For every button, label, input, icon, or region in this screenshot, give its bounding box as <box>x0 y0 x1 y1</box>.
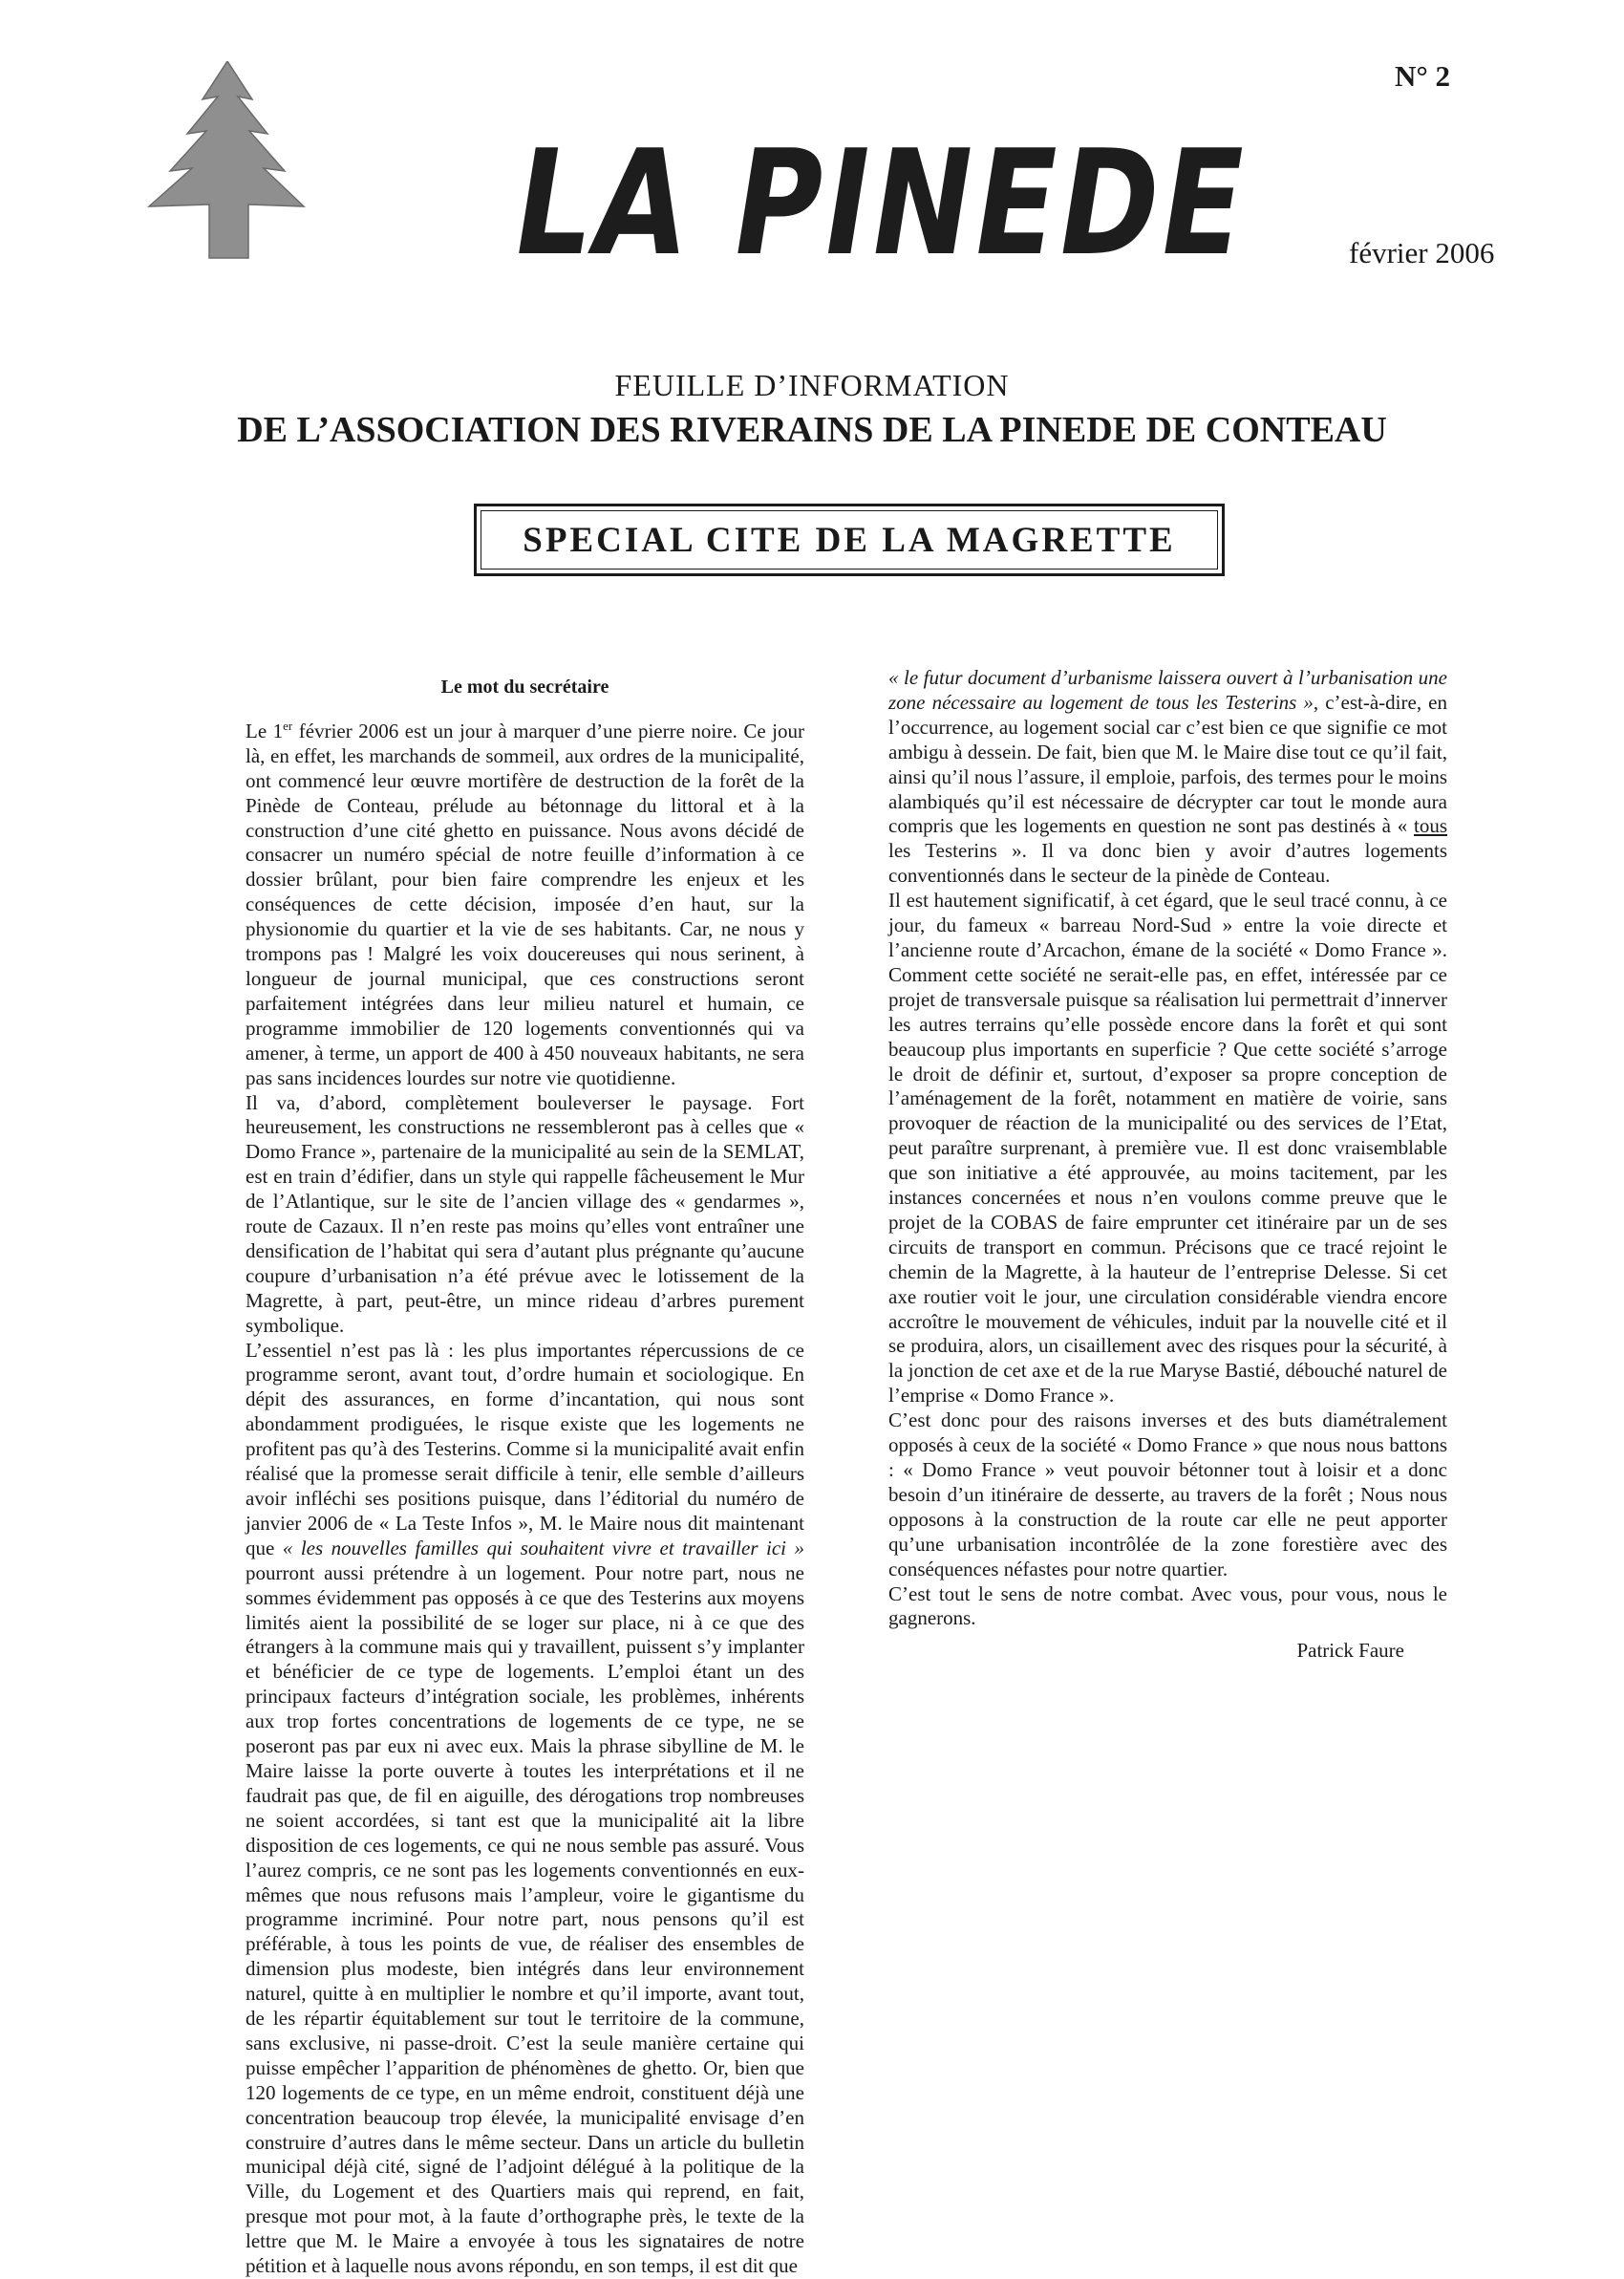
signature: Patrick Faure <box>1296 1639 1404 1663</box>
masthead-title: LA PINEDE <box>502 118 1260 288</box>
paragraph-3-continued: pourront aussi prétendre à un logement. Pour notre part, nous ne sommes évidemment pas opposés à ce que des Testerins aux moyens limités aient la possibilité de se loger sur place, ni à ce que des étrangers à la commune mais qui y travaillent, puissent s’y implanter et bénéficier de ce type de logements. L’emploi étant un des principaux facteurs d’intégration sociale, les problèmes, inhérents aux trop fortes concentrations de logements de ce type, ne se poseront pas par eux ni avec eux. Mais la phrase sibylline de M. le Maire laisse la porte ouverte à toutes les interprétations et il ne faudrait pas que, de fil en aiguille, des dérogations trop nombreuses ne soient accordées, si tant est que la municipalité ait la libre disposition de ces logements, ce qui ne nous semble pas assuré. Vous l’aurez compris, ce ne sont pas les logements conventionnés en eux-mêmes que nous refusons mais l’ampleur, voire le gigantisme du programme incriminé. Pour notre part, nous pensons qu’il est préférable, à tous les points de vue, de réaliser des ensembles de dimension plus modeste, bien intégrés dans leur environnement naturel, quitte à en multiplier le nombre et qu’il importe, avant tout, de les répartir équitablement sur tout le territoire de la commune, sans exclusive, ni passe-droit. C’est la seule manière certaine qui puisse empêcher l’apparition de phénomènes de ghetto. Or, bien que 120 logements de ce type, en un même endroit, constituent déjà une concentration beaucoup trop élevée, la municipalité envisage d’en construire d’autres dans le même secteur. Dans un article du bulletin municipal déjà cité, signé de l’adjoint délégué à la politique de la Ville, du Logement et des Quartiers mais qui reprend, en fait, presque mot pour mot, à la faute d’orthographe près, le texte de la lettre que M. le Maire a envoyée à tous les signataires de notre pétition et à laquelle nous avons répondu, en son temps, il est dit que <box>246 1560 804 2278</box>
paragraph-1: Le 1er février 2006 est un jour à marquer d’une pierre noire. Ce jour là, en effet, les marchands de sommeil, aux ordres de la municipalité, ont commencé leur œuvre mortifère de destruction de la forêt de la Pinède de Conteau, prélude au bétonnage du littoral et à la construction d’une cité ghetto en puissance. Nous avons décidé de consacrer un numéro spécial de notre feuille d’information à ce dossier brûlant, pour bien faire comprendre les enjeux et les conséquences de cette décision, imposée d’en haut, sur la physionomie du quartier et la vie de ses habitants. Car, ne nous y trompons pas ! Malgré les voix doucereuses qui nous serinent, à longueur de journal municipal, que ces constructions seront parfaitement intégrées dans leur milieu naturel et humain, ce programme immobilier de 120 logements conventionnés qui va amener, à terme, un apport de 400 à 450 nouveaux habitants, ne sera pas sans incidences lourdes sur notre vie quotidienne. <box>246 718 804 1089</box>
paragraph-6: C’est tout le sens de notre combat. Avec vous, pour vous, nous le gagnerons. <box>888 1581 1447 1630</box>
subtitle-line-2: DE L’ASSOCIATION DES RIVERAINS DE LA PINEDE DE CONTEAU <box>237 410 1387 450</box>
paragraph-3-part-2: « le futur document d’urbanisme laissera ouvert à l’urbanisation une zone nécessaire au logement de tous les Testerins », c’est-à-dire, en l’occurrence, au logement social car c’est bien ce que signifie ce mot ambigu à dessein. De fait, bien que M. le Maire dise tout ce qu’il fait, ainsi qu’il nous l’assure, il emploie, parfois, des termes pour le moins alambiqués qu’il est nécessaire de décrypter car tout le monde aura compris que les logements en question ne sont pas destinés à « tous les Testerins ». Il va donc bien y avoir d’autres logements conventionnés dans le secteur de la pinède de Conteau. <box>888 666 1447 888</box>
article-heading: Le mot du secrétaire <box>440 677 609 698</box>
quote: « les nouvelles familles qui souhaitent vivre et travailler ici » <box>282 1536 804 1559</box>
pine-tree-icon <box>141 61 313 262</box>
issue-date: février 2006 <box>1349 236 1495 269</box>
subtitle-line-1: FEUILLE D’INFORMATION <box>614 368 1010 402</box>
paragraph-5: C’est donc pour des raisons inverses et des buts diamétralement opposés à ceux de la société « Domo France » que nous nous battons : « Domo France » veut pouvoir bétonner tout à loisir et a donc besoin d’un itinéraire de desserte, au travers de la forêt ; Nous nous opposons à la construction de la route car elle ne peut apporter qu’une urbanisation incontrôlée de la zone forestière avec des conséquences néfastes pour notre quartier. <box>888 1408 1447 1580</box>
paragraph-3-part-1: L’essentiel n’est pas là : les plus importantes répercussions de ce programme seront, avant tout, d’ordre humain et sociologique. En dépit des assurances, en forme d’incantation, qui nous sont abondamment prodiguées, le risque existe que les logements ne profitent pas qu’à des Testerins. Comme si la municipalité avait enfin réalisé que la promesse serait difficile à tenir, elle semble d’ailleurs avoir infléchi ses positions puisque, dans l’éditorial du numéro de janvier 2006 de « La Teste Infos », M. le Maire nous dit maintenant que « les nouvelles familles qui souhaitent vivre et travailler ici » pourront aussi prétendre à un logement. Pour notre part, nous ne sommes évidemment pas opposés à ce que des Testerins aux moyens limités aient la possibilité de se loger sur place, ni à ce que des étrangers à la commune mais qui y travaillent, puissent s’y implanter et bénéficier de ce type de logements. L’emploi étant un des principaux facteurs d’intégration sociale, les problèmes, inhérents aux trop fortes concentrations de logements de ce type, ne se poseront pas par eux ni avec eux. Mais la phrase sibylline de M. le Maire laisse la porte ouverte à toutes les interprétations et il ne faudrait pas que, de fil en aiguille, des dérogations trop nombreuses ne soient accordées, si tant est que la municipalité ait la libre disposition de ces logements, ce qui ne nous semble pas assuré. Vous l’aurez compris, ce ne sont pas les logements conventionnés en eux-mêmes que nous refusons mais l’ampleur, voire le gigantisme du programme incriminé. Pour notre part, nous pensons qu’il est préférable, à tous les points de vue, de réaliser des ensembles de dimension plus modeste, bien intégrés dans leur environnement naturel, quitte à en multiplier le nombre et qu’il importe, avant tout, de les répartir équitablement sur tout le territoire de la commune, sans exclusive, ni passe-droit. C’est la seule manière certaine qui puisse empêcher l’apparition de phénomènes de ghetto. Or, bien que 120 logements de ce type, en un même endroit, constituent déjà une concentration beaucoup trop élevée, la municipalité envisage d’en construire d’autres dans le même secteur. Dans un article du bulletin municipal déjà cité, signé de l’adjoint délégué à la politique de la Ville, du Logement et des Quartiers mais qui reprend, en fait, presque mot pour mot, à la faute d’orthographe près, le texte de la lettre que M. le Maire a envoyée à tous les signataires de notre pétition et à laquelle nous avons répondu, en son temps, il est dit que <box>246 1338 804 2278</box>
quote: « le futur document d’urbanisme laissera ouvert à l’urbanisation une zone nécessaire au logement de tous les Testerins » <box>888 666 1447 714</box>
article-column-left <box>246 663 804 2279</box>
special-issue-banner <box>474 504 1225 576</box>
special-issue-title: SPECIAL CITE DE LA MAGRETTE <box>481 510 1218 570</box>
article-column-right <box>888 666 1447 1664</box>
paragraph-2: Il va, d’abord, complètement bouleverser le paysage. Fort heureusement, les constructions ne ressembleront pas à celles que « Domo France », partenaire de la municipalité au sein de la SEMLAT, est en train d’édifier, dans un style qui rappelle fâcheusement le Mur de l’Atlantique, sur le site de l’ancien village des « gendarmes », route de Cazaux. Il n’en reste pas moins qu’elles vont entraîner une densification de l’habitat qui sera d’autant plus prégnante qu’aucune coupure d’urbanisation n’a été prévue avec le lotissement de la Magrette, à part, peut-être, un mince rideau d’arbres purement symbolique. <box>246 1090 804 1337</box>
paragraph-4: Il est hautement significatif, à cet égard, que le seul tracé connu, à ce jour, du fameux « barreau Nord-Sud » entre la voie directe et l’ancienne route d’Arcachon, émane de la société « Domo France ». Comment cette société ne serait-elle pas, en effet, intéressée par ce projet de transversale puisque sa réalisation lui permettrait d’innerver les autres terrains qu’elle possède encore dans la forêt et qui sont beaucoup plus importants en superficie ? Que cette société s’arroge le droit de définir et, surtout, d’exposer sa propre conception de l’aménagement de la forêt, notamment en matière de voirie, sans provoquer de réaction de la municipalité ou des services de l’Etat, peut paraître surprenant, à première vue. Il est donc vraisemblable que son initiative a été approuvée, au moins tacitement, par les instances concernées et nous n’en voulons comme preuve que le projet de la COBAS de faire emprunter cet itinéraire par un de ses circuits de transport en commun. Précisons que ce tracé rejoint le chemin de la Magrette, à la hauteur de l’entreprise Delesse. Si cet axe routier voit le jour, une circulation considérable viendra encore accroître le mouvement de véhicules, induit par la nouvelle cité et il se produira, alors, un cisaillement avec des risques pour la sécurité, à la jonction de cet axe et de la rue Maryse Bastié, débouché naturel de l’emprise « Domo France ». <box>888 889 1447 1408</box>
issue-number: N° 2 <box>1395 59 1451 93</box>
